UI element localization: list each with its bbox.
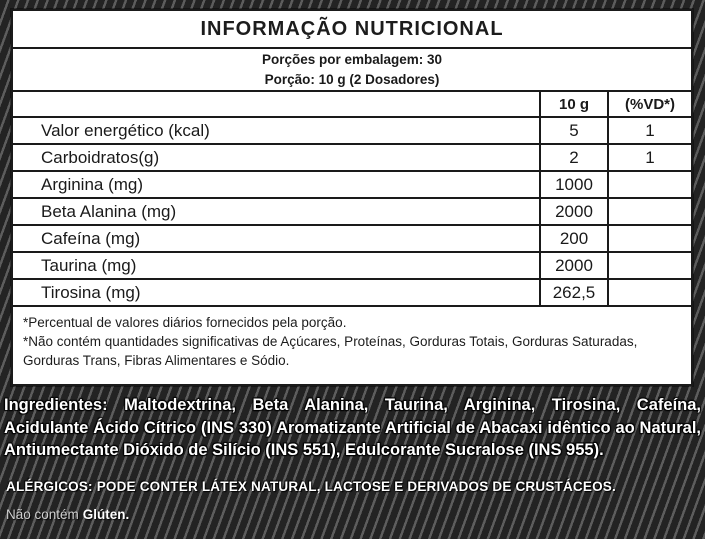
nutrient-daily-value — [607, 253, 691, 278]
nutrient-daily-value: 1 — [607, 118, 691, 143]
label-bottom-text — [4, 394, 701, 522]
footnote-not-significant: *Não contém quantidades significativas de Açúcares, Proteínas, Gorduras Totais, Gorduras Saturadas, Gorduras Trans, Fibras Alimentares e Sódio. — [23, 334, 638, 369]
ingredients-text: Ingredientes: Maltodextrina, Beta Alanina, Taurina, Arginina, Tirosina, Cafeína, Acidulante Ácido Cítrico (INS 330) Aromatizante Artificial de Abacaxi idêntico ao Natural, Antiumectante Dióxido de Silício (INS 551), Edulcorante Sucralose (INS 955). — [4, 396, 701, 459]
nutrient-amount: 2000 — [539, 199, 607, 224]
portion-section — [13, 49, 691, 92]
nutrition-title: INFORMAÇÃO NUTRICIONAL — [200, 17, 504, 40]
nutrient-daily-value — [607, 280, 691, 305]
nutrient-label: Valor energético (kcal) — [41, 120, 210, 140]
nutrient-label: Tirosina (mg) — [41, 282, 141, 302]
gluten-prefix: Não contém — [6, 506, 79, 522]
table-header-row — [13, 92, 691, 118]
nutrient-amount: 2000 — [539, 253, 607, 278]
nutrient-daily-value — [607, 226, 691, 251]
table-row — [13, 199, 691, 226]
nutrient-label: Beta Alanina (mg) — [41, 201, 177, 221]
table-row — [13, 280, 691, 307]
footnote-daily-value: *Percentual de valores diários fornecidos pela porção. — [23, 315, 347, 330]
table-row — [13, 145, 691, 172]
nutrient-table — [13, 92, 691, 307]
nutrient-label: Cafeína (mg) — [41, 228, 141, 248]
nutrient-daily-value — [607, 172, 691, 197]
nutrient-amount: 262,5 — [539, 280, 607, 305]
nutrition-facts-panel — [11, 9, 693, 386]
nutrient-label: Taurina (mg) — [41, 255, 137, 275]
gluten-statement — [6, 507, 701, 522]
header-amount-cell: 10 g — [539, 92, 607, 116]
nutrient-label: Arginina (mg) — [41, 174, 144, 194]
footnotes-section — [13, 307, 691, 370]
table-row — [13, 253, 691, 280]
allergens-text: ALÉRGICOS: PODE CONTER LÁTEX NATURAL, LACTOSE E DERIVADOS DE CRUSTÁCEOS. — [6, 478, 616, 494]
servings-per-package: Porções por embalagem: 30 — [261, 51, 443, 67]
nutrient-amount: 200 — [539, 226, 607, 251]
nutrient-amount: 5 — [539, 118, 607, 143]
nutrient-label: Carboidratos(g) — [41, 147, 160, 167]
table-row — [13, 226, 691, 253]
gluten-emphasis: Glúten. — [82, 506, 130, 522]
nutrient-daily-value — [607, 199, 691, 224]
nutrient-amount: 2 — [539, 145, 607, 170]
nutrient-daily-value: 1 — [607, 145, 691, 170]
nutrient-amount: 1000 — [539, 172, 607, 197]
nutrition-title-section — [13, 11, 691, 49]
portion-size: Porção: 10 g (2 Dosadores) — [264, 71, 440, 87]
header-daily-value-cell: (%VD*) — [607, 92, 691, 116]
table-row — [13, 172, 691, 199]
header-label-cell — [13, 92, 539, 116]
table-row — [13, 118, 691, 145]
